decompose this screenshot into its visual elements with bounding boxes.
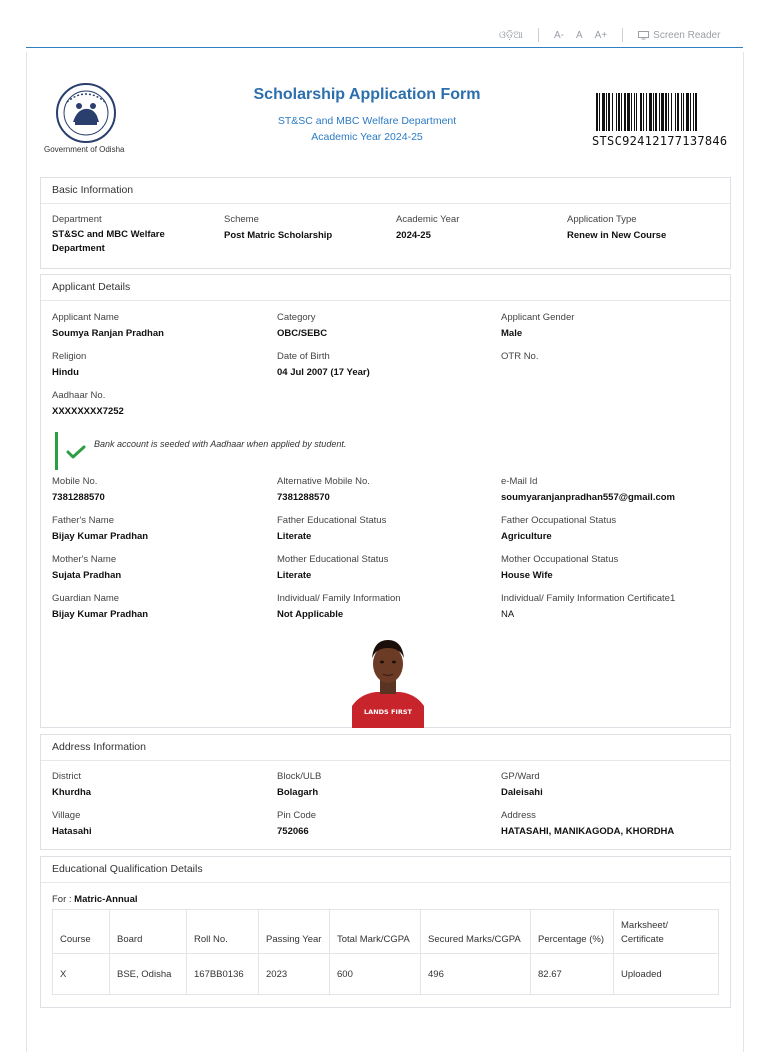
header-rule	[26, 47, 743, 48]
field-value: Khurdha	[52, 787, 92, 798]
divider	[622, 28, 623, 42]
field-label: Scheme	[224, 214, 259, 225]
for-value: Matric-Annual	[74, 894, 138, 905]
screen-reader-link[interactable]	[629, 30, 729, 41]
barcode-bar	[606, 93, 607, 131]
table-header-row	[53, 910, 719, 954]
barcode-bar	[627, 93, 630, 131]
field-label: Father Occupational Status	[501, 515, 617, 526]
field-value: 7381288570	[277, 492, 330, 503]
alt-mobile-field	[277, 476, 370, 505]
field-value: 752066	[277, 826, 309, 837]
field-value: Bijay Kumar Pradhan	[52, 609, 149, 620]
field-label: Mother Educational Status	[277, 554, 389, 565]
monitor-icon	[638, 31, 649, 40]
academic-year-subtitle: Academic Year 2024-25	[311, 131, 423, 143]
field-value: Sujata Pradhan	[52, 570, 122, 581]
barcode-bar	[624, 93, 626, 131]
barcode-bar	[686, 93, 689, 131]
field-label: Mobile No.	[52, 476, 98, 487]
field-value: Literate	[277, 531, 312, 542]
table-cell: 600	[330, 954, 421, 995]
column-header: Percentage (%)	[531, 910, 614, 954]
barcode-bar	[608, 93, 610, 131]
column-header: Secured Marks/CGPA	[421, 910, 531, 954]
field-value: OBC/SEBC	[277, 328, 328, 339]
field-value: XXXXXXXX7252	[52, 406, 124, 417]
barcode-bar	[675, 93, 676, 131]
field-value: Soumya Ranjan Pradhan	[52, 328, 164, 339]
field-value: 7381288570	[52, 492, 105, 503]
barcode-bar	[634, 93, 635, 131]
dob-field	[277, 351, 370, 380]
address-information-section	[40, 734, 731, 850]
top-utility-bar	[490, 26, 729, 44]
gp-ward-field	[501, 771, 543, 800]
field-label: Application Type	[567, 214, 637, 225]
family-info-field	[277, 593, 401, 622]
field-label: GP/Ward	[501, 771, 540, 782]
field-value: Bolagarh	[277, 787, 319, 798]
category-field	[277, 312, 327, 341]
family-certificate-field	[501, 593, 675, 622]
field-value: 04 Jul 2007 (17 Year)	[277, 367, 370, 378]
applicant-photo	[352, 632, 424, 728]
barcode-bar	[661, 93, 664, 131]
field-value: Daleisahi	[501, 787, 543, 798]
field-label: Academic Year	[396, 214, 460, 225]
barcode-bar	[599, 93, 600, 131]
educational-qualification-section	[40, 856, 731, 1008]
gender-field	[501, 312, 574, 341]
field-value: Not Applicable	[277, 609, 344, 620]
column-header: Roll No.	[187, 910, 259, 954]
applicant-details-section	[40, 274, 731, 728]
column-header: Passing Year	[259, 910, 330, 954]
field-label: Village	[52, 810, 81, 821]
divider	[41, 300, 730, 301]
barcode-bar	[618, 93, 620, 131]
field-label: Mother Occupational Status	[501, 554, 619, 565]
field-value: Renew in New Course	[567, 230, 667, 241]
barcode-bar	[631, 93, 632, 131]
divider	[538, 28, 539, 42]
seed-note-text: Bank account is seeded with Aadhaar when applied by student.	[94, 439, 347, 449]
screen-reader-label: Screen Reader	[653, 29, 721, 41]
barcode-bar	[665, 93, 667, 131]
barcode-bar	[649, 93, 652, 131]
section-title: Educational Qualification Details	[52, 863, 203, 875]
field-value: HATASAHI, MANIKAGODA, KHORDHA	[501, 826, 675, 837]
barcode-bar	[612, 93, 613, 131]
section-title: Basic Information	[52, 184, 134, 196]
table-cell: 82.67	[531, 954, 614, 995]
barcode-bar	[640, 93, 642, 131]
field-label: Religion	[52, 351, 87, 362]
column-header: Marksheet/ Certificate	[614, 910, 719, 954]
father-education-field	[277, 515, 386, 544]
language-odia-link[interactable]: ଓଡ଼ିଆ	[499, 29, 523, 41]
section-title: Address Information	[52, 741, 146, 753]
column-header: Board	[110, 910, 187, 954]
government-of-odisha-label: Government of Odisha	[44, 145, 125, 154]
village-field	[52, 810, 92, 839]
religion-field	[52, 351, 86, 380]
field-value: Literate	[277, 570, 312, 581]
father-occupation-field	[501, 515, 616, 544]
block-field	[277, 771, 321, 800]
field-label: Category	[277, 312, 316, 323]
qualification-table	[52, 909, 719, 995]
field-label: Address	[501, 810, 536, 821]
barcode-icon	[596, 93, 733, 131]
field-value: Agriculture	[501, 531, 552, 542]
field-label: Father's Name	[52, 515, 115, 526]
barcode-bar	[655, 93, 657, 131]
field-value: Hatasahi	[52, 826, 92, 837]
page-title: Scholarship Application Form	[253, 86, 481, 103]
district-field	[52, 771, 91, 800]
field-label: Guardian Name	[52, 593, 120, 604]
font-decrease-button[interactable]: A-	[553, 29, 564, 41]
field-value: Male	[501, 328, 523, 339]
qualification-for-label	[52, 894, 138, 905]
field-value: ST&SC and MBC Welfare Department	[52, 229, 165, 254]
application-type-field	[567, 214, 727, 243]
field-value: 2024-25	[396, 230, 431, 241]
divider	[41, 882, 730, 883]
barcode-bar	[671, 93, 672, 131]
field-value: House Wife	[501, 570, 553, 581]
field-label: Block/ULB	[277, 771, 322, 782]
field-label: Aadhaar No.	[52, 390, 106, 401]
father-name-field	[52, 515, 148, 544]
column-header: Course	[53, 910, 110, 954]
aadhaar-field	[52, 390, 124, 419]
application-number: STSC92412177137846	[592, 134, 728, 148]
barcode-bar	[668, 93, 669, 131]
mother-education-field	[277, 554, 388, 583]
field-label: Individual/ Family Information Certificate1	[501, 593, 676, 604]
applicant-name-field	[52, 312, 164, 341]
font-increase-button[interactable]: A+	[594, 29, 608, 41]
table-cell: 167BB0136	[187, 954, 259, 995]
barcode-bar	[693, 93, 694, 131]
field-value: Post Matric Scholarship	[224, 230, 333, 241]
field-label: Alternative Mobile No.	[277, 476, 370, 487]
department-subtitle: ST&SC and MBC Welfare Department	[277, 115, 457, 127]
barcode-bar	[653, 93, 654, 131]
barcode-bar	[616, 93, 617, 131]
field-label: OTR No.	[501, 351, 539, 362]
shirt-text: LANDS FIRST	[364, 708, 412, 716]
academic-year-field	[396, 214, 556, 243]
table-cell: 496	[421, 954, 531, 995]
table-row	[53, 954, 719, 995]
barcode-bar	[646, 93, 647, 131]
barcode-bar	[681, 93, 682, 131]
department-field	[52, 214, 202, 256]
check-icon	[66, 444, 86, 460]
divider	[41, 760, 730, 761]
barcode-bar	[659, 93, 660, 131]
field-value: Bijay Kumar Pradhan	[52, 531, 149, 542]
address-field	[501, 810, 674, 839]
field-label: Individual/ Family Information	[277, 593, 401, 604]
field-label: Applicant Gender	[501, 312, 575, 323]
field-value: NA	[501, 609, 515, 620]
mother-occupation-field	[501, 554, 618, 583]
section-title: Applicant Details	[52, 281, 131, 293]
barcode-bar	[695, 93, 697, 131]
field-label: Applicant Name	[52, 312, 120, 323]
aadhaar-seeded-note	[55, 432, 358, 470]
field-label: Mother's Name	[52, 554, 117, 565]
barcode-bar	[683, 93, 684, 131]
basic-information-section	[40, 177, 731, 269]
field-label: Pin Code	[277, 810, 317, 821]
field-label: Father Educational Status	[277, 515, 387, 526]
field-value: soumyaranjanpradhan557@gmail.com	[501, 492, 675, 503]
barcode-bar	[690, 93, 691, 131]
divider	[41, 203, 730, 204]
field-label: Department	[52, 214, 102, 225]
mother-name-field	[52, 554, 121, 583]
barcode-bar	[621, 93, 622, 131]
field-label: e-Mail Id	[501, 476, 538, 487]
barcode-bar	[596, 93, 598, 131]
barcode-bar	[677, 93, 679, 131]
table-cell[interactable]: Uploaded	[614, 954, 719, 995]
otr-field	[501, 351, 538, 365]
table-cell: X	[53, 954, 110, 995]
field-label: District	[52, 771, 82, 782]
table-cell: 2023	[259, 954, 330, 995]
font-normal-button[interactable]: A	[575, 29, 583, 41]
for-prefix: For :	[52, 894, 72, 905]
barcode-bar	[602, 93, 605, 131]
column-header: Total Mark/CGPA	[330, 910, 421, 954]
pin-code-field	[277, 810, 316, 839]
field-label: Date of Birth	[277, 351, 330, 362]
email-field	[501, 476, 675, 505]
barcode-bar	[643, 93, 644, 131]
mobile-field	[52, 476, 105, 505]
guardian-name-field	[52, 593, 148, 622]
field-value: Hindu	[52, 367, 79, 378]
barcode-bar	[636, 93, 637, 131]
table-cell: BSE, Odisha	[110, 954, 187, 995]
scheme-field	[224, 214, 384, 243]
